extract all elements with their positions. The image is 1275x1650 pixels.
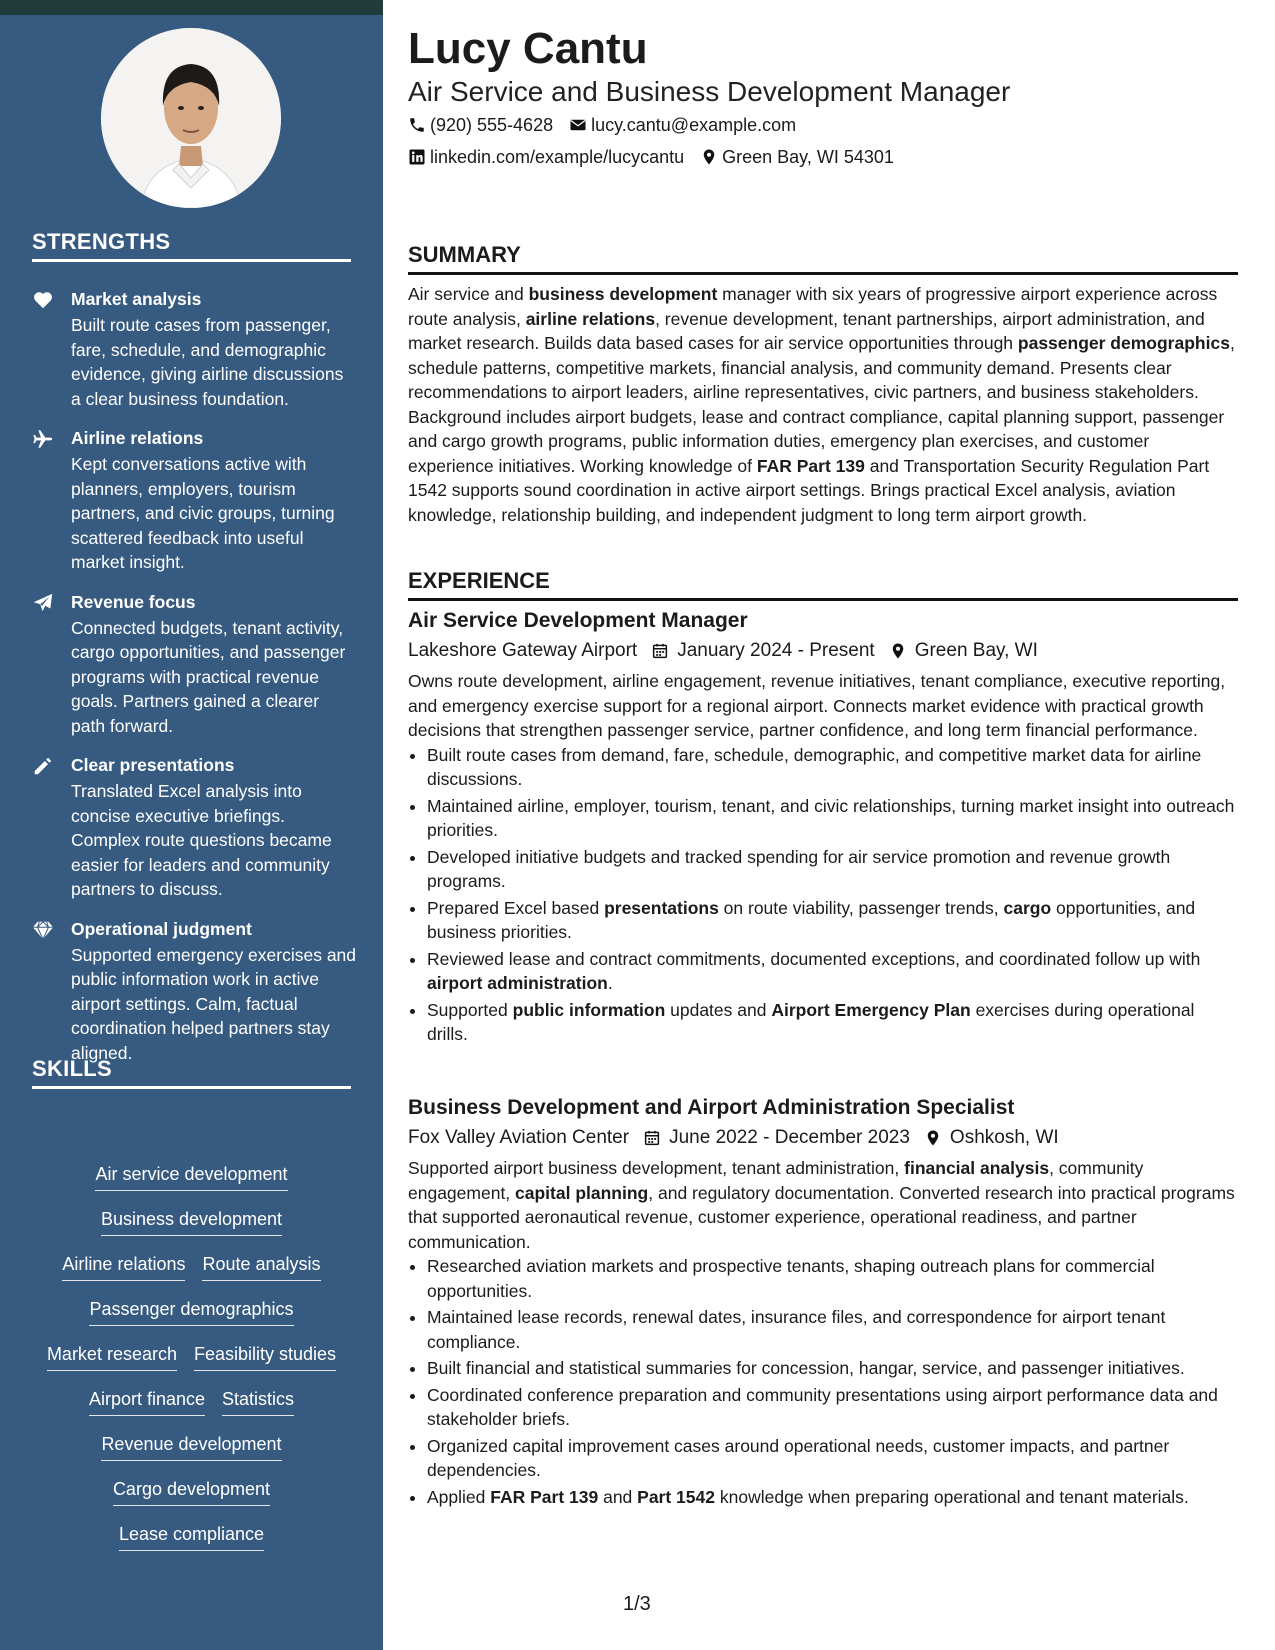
bullet-text: Prepared Excel based [427,897,605,918]
strength-title: Operational judgment [71,918,252,939]
bullet-text: and [598,1486,638,1507]
bullet-text: Developed initiative budgets and tracked spending for air service promotion and revenue growth programs. [427,846,1171,891]
job-dates: January 2024 - Present [677,640,875,661]
strength-description: Connected budgets, tenant activity, cargo opportunities, and passenger programs with practical revenue goals. Partners gained a clearer path forward. [71,617,346,736]
email-contact[interactable] [569,113,796,137]
bullet-text: Coordinated conference preparation and community presentations using airport performance data and stakeholder briefs. [427,1384,1218,1429]
desc-segment: Supported airport business development, tenant administration, [408,1158,905,1178]
job-bullets [408,743,1238,1047]
skills-heading: SKILLS [32,1056,351,1089]
email-address: lucy.cantu@example.com [591,115,797,135]
job-title: Air Service Development Manager [408,609,748,632]
summary-segment: and Transportation Security Regulation Part 1542 supports sound coordination in active airport settings. Brings practical Excel analysis, aviation knowledge, relationship building, and independent judgment to long term airport growth. [408,455,1210,525]
bullet-text: Researched aviation markets and prospective tenants, shaping outreach plans for commercial opportunities. [427,1256,1155,1301]
job-location: Oshkosh, WI [949,1127,1059,1148]
strength-title: Revenue focus [71,591,196,612]
skill-tag: Air service development [95,1162,287,1191]
strengths-heading: STRENGTHS [32,229,351,262]
job-dates: June 2022 - December 2023 [669,1127,910,1148]
bullet-highlight: Part 1542 [637,1486,715,1507]
summary-segment: manager with six years of progressive airport experience across route analysis, [408,284,1218,329]
summary-highlight: business development [528,284,718,304]
summary-segment: , schedule patterns, competitive markets, financial analysis, and community demand. Presents clear recommendations to airport leaders, airline representatives, civic partners, and business stakeholders. Background includes airport budgets, lease and contract compliance, capital planning support, passenger and cargo growth programs, public information duties, emergency plan exercises, and customer experience initiatives. Working knowledge of [408,333,1235,476]
bullet-text: Applied [427,1486,491,1507]
bullet-text: Supported [427,999,513,1020]
bullet-text: updates and [665,999,772,1020]
summary-segment: , revenue development, tenant partnerships, airport administration, and market research. Builds data based cases for air service opportunities through [408,308,1205,353]
strength-title: Clear presentations [71,755,235,775]
strength-item [32,753,357,902]
skill-tag: Airline relations [62,1252,185,1281]
desc-segment: , community engagement, [408,1158,1144,1203]
map-pin-icon [700,148,718,166]
job-description [408,1156,1238,1254]
skills-list [32,1162,351,1567]
bullet-item [427,1383,1238,1432]
job-title-headline: Air Service and Business Development Manager [408,76,1011,107]
job-bullets [408,1254,1238,1509]
bullet-item [427,998,1238,1047]
phone-icon [408,116,426,134]
skill-tag: Cargo development [113,1477,270,1506]
bullet-highlight: presentations [604,897,719,918]
bullet-item [427,1485,1238,1510]
job-location: Green Bay, WI [914,640,1038,661]
desc-segment: , and regulatory documentation. Converted research into practical programs that supported aeronautical revenue, customer experience, operational readiness, and partner communication. [408,1182,1235,1252]
bullet-highlight: cargo [1003,897,1052,918]
bullet-text: Built financial and statistical summaries for concession, hangar, service, and passenger initiatives. [427,1358,1185,1378]
bullet-text: opportunities, and business priorities. [427,897,1196,942]
skill-tag: Route analysis [202,1252,320,1281]
strength-description: Kept conversations active with planners, employers, tourism partners, and civic groups, turning scattered feedback into useful market insight. [71,454,335,572]
pencil-icon [32,753,71,902]
candidate-name: Lucy Cantu [408,24,648,73]
skill-tag: Airport finance [89,1387,205,1416]
profile-photo [101,28,281,208]
desc-highlight: capital planning [515,1182,649,1203]
bullet-highlight: FAR Part 139 [490,1486,599,1507]
linkedin-icon [408,148,426,166]
bullet-text: Built route cases from demand, fare, schedule, demographic, and competitive market data for airline discussions. [427,744,1202,789]
contact-row [408,113,796,137]
summary-highlight: airline relations [525,308,656,329]
phone-number: (920) 555-4628 [430,115,554,135]
envelope-icon [569,116,587,134]
job-meta [408,637,1238,665]
bullet-text: . [607,973,613,993]
skill-tag: Passenger demographics [89,1297,293,1326]
plane-icon [32,426,71,575]
summary-highlight: FAR Part 139 [756,455,865,476]
location-contact [700,145,894,169]
strength-description: Built route cases from passenger, fare, schedule, and demographic evidence, giving airline discussions a clear business foundation. [71,315,344,409]
calendar-icon [651,642,677,660]
skill-tag: Revenue development [101,1432,281,1461]
map-pin-icon [889,642,915,660]
bullet-item [427,1434,1238,1483]
bullet-text: exercises during operational drills. [427,999,1195,1044]
bullet-text: knowledge when preparing operational and tenant materials. [715,1486,1189,1507]
summary-segment: Air service and [408,284,529,304]
bullet-item [427,1356,1238,1381]
bullet-text: Maintained airline, employer, tourism, tenant, and civic relationships, turning market insight into outreach priorities. [427,795,1235,840]
gem-icon [32,917,71,1066]
calendar-icon [643,1129,669,1147]
bullet-text: Organized capital improvement cases around operational needs, customer impacts, and partner dependencies. [427,1435,1170,1480]
location-text: Green Bay, WI 54301 [722,147,894,167]
summary-highlight: passenger demographics [1017,333,1230,353]
bullet-item [427,794,1238,843]
strength-item [32,426,357,575]
phone-contact[interactable] [408,113,553,137]
strength-item [32,917,357,1066]
paper-plane-icon [32,590,71,739]
bullet-highlight: airport administration [427,973,608,993]
strength-title: Market analysis [71,289,202,309]
bullet-item [427,947,1238,996]
bullet-highlight: public information [512,999,666,1020]
job-description: Owns route development, airline engagement, revenue initiatives, tenant compliance, executive reporting, and emergency exercise support for a regional airport. Connects market evidence with practical growth decisions that strengthen passenger service, partner confidence, and long term financial performance. [408,671,1226,740]
strength-title: Airline relations [71,428,204,448]
company-name: Lakeshore Gateway Airport [408,640,638,661]
map-pin-icon [924,1129,950,1147]
job-meta [408,1124,1238,1152]
strength-description: Translated Excel analysis into concise executive briefings. Complex route questions became easier for leaders and community partners to discuss. [71,781,332,899]
bullet-item [427,1305,1238,1354]
strength-item [32,590,357,739]
strength-description: Supported emergency exercises and public information work in active airport settings. Calm, factual coordination helped partners stay aligned. [71,944,357,1063]
skill-tag: Feasibility studies [194,1342,336,1371]
bullet-item [427,845,1238,894]
strength-item [32,287,357,411]
skill-tag: Business development [101,1207,282,1236]
summary-text [408,282,1238,527]
summary-heading: SUMMARY [408,242,1238,275]
bullet-item [427,1254,1238,1303]
bullet-item [427,896,1238,945]
sidebar [0,15,383,1650]
bullet-item [427,743,1238,792]
bullet-text: on route viability, passenger trends, [718,897,1004,918]
bullet-text: Maintained lease records, renewal dates, insurance files, and correspondence for airport tenant compliance. [427,1307,1166,1352]
job-title: Business Development and Airport Administration Specialist [408,1096,1015,1119]
page-number: 1/3 [623,1593,651,1615]
skill-tag: Statistics [222,1387,294,1416]
desc-highlight: financial analysis [904,1158,1050,1178]
job-entry [408,1094,1238,1511]
linkedin-url: linkedin.com/example/lucycantu [430,147,685,167]
bullet-highlight: Airport Emergency Plan [771,999,971,1020]
bullet-text: Reviewed lease and contract commitments, documented exceptions, and coordinated follow up with [427,948,1201,969]
strengths-list [32,287,357,1080]
company-name: Fox Valley Aviation Center [408,1127,630,1148]
contact-row [408,145,894,169]
linkedin-contact[interactable] [408,145,684,169]
skill-tag: Lease compliance [119,1522,264,1551]
profile-photo-illustration [101,28,281,208]
experience-heading: EXPERIENCE [408,568,1238,601]
heart-icon [32,287,71,411]
top-accent-bar [0,0,383,15]
skill-tag: Market research [47,1342,177,1371]
job-entry [408,607,1238,1049]
